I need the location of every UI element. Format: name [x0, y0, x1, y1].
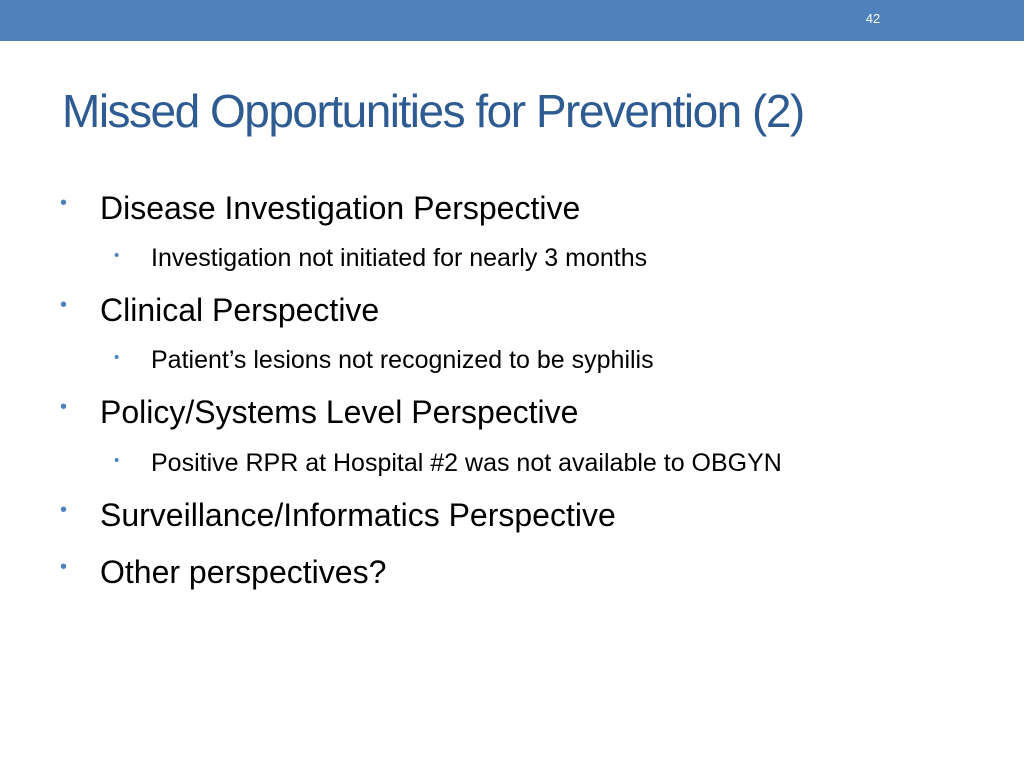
bullet-item-disease-investigation — [60, 190, 581, 227]
slide-number: 42 — [865, 11, 881, 26]
bullet-dot-icon: • — [60, 499, 68, 521]
bullet-item-policy-systems — [60, 394, 579, 431]
sub-bullet-text: Patient’s lesions not recognized to be syphilis — [151, 346, 654, 374]
sub-bullet-dot-icon: • — [114, 452, 120, 469]
bullet-text: Disease Investigation Perspective — [100, 190, 581, 226]
bullet-dot-icon: • — [60, 192, 68, 214]
bullet-text: Policy/Systems Level Perspective — [100, 394, 579, 430]
sub-bullet-dot-icon: • — [114, 349, 120, 366]
bullet-item-surveillance — [60, 497, 616, 534]
sub-bullet-text: Investigation not initiated for nearly 3 months — [151, 244, 648, 272]
sub-bullet-text: Positive RPR at Hospital #2 was not available to OBGYN — [151, 449, 782, 477]
bullet-dot-icon: • — [60, 294, 68, 316]
sub-bullet-item-investigation-delay — [114, 244, 648, 273]
bullet-dot-icon: • — [60, 556, 68, 578]
bullet-dot-icon: • — [60, 396, 68, 418]
bullet-text: Other perspectives? — [100, 554, 387, 590]
sub-bullet-dot-icon: • — [114, 247, 120, 264]
slide-title: Missed Opportunities for Prevention (2) — [62, 85, 804, 137]
bullet-item-clinical — [60, 292, 380, 329]
bullet-text: Clinical Perspective — [100, 292, 380, 328]
sub-bullet-item-lesions — [114, 346, 654, 375]
sub-bullet-item-positive-rpr — [114, 449, 782, 478]
bullet-text: Surveillance/Informatics Perspective — [100, 497, 616, 533]
bullet-item-other — [60, 554, 387, 591]
